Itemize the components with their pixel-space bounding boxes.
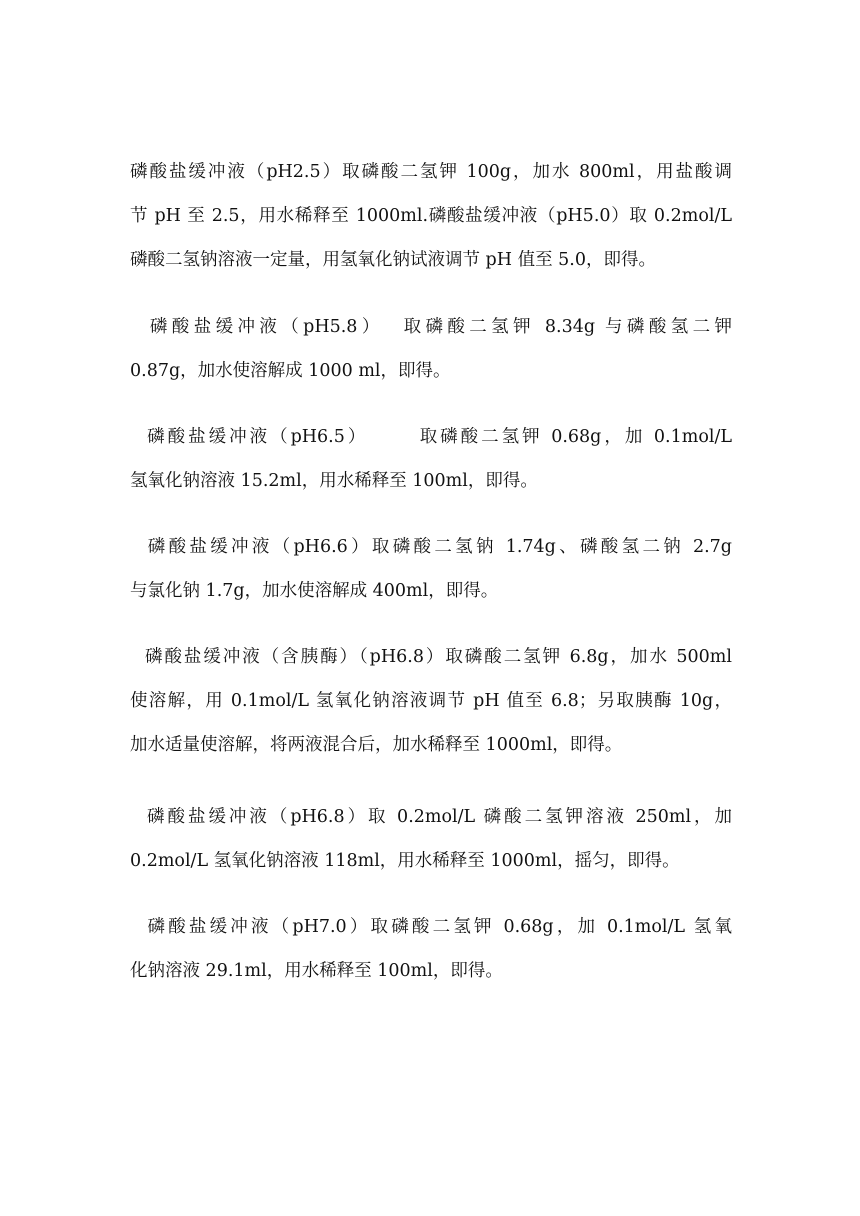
text-line: 磷酸盐缓冲液（pH2.5）取磷酸二氢钾 100g，加水 800ml，用盐酸调 (130, 162, 732, 182)
text-line: 加水适量使溶解，将两液混合后，加水稀释至 1000ml，即得。 (130, 735, 623, 755)
paragraph-ph6-6 (130, 525, 732, 613)
text-line: 磷酸盐缓冲液（含胰酶）（pH6.8）取磷酸二氢钾 6.8g，加水 500ml (130, 647, 732, 667)
text-line: 磷酸盐缓冲液（pH6.6）取磷酸二氢钠 1.74g、磷酸氢二钠 2.7g (130, 537, 732, 557)
text-line: 0.87g，加水使溶解成 1000 ml，即得。 (130, 361, 451, 381)
paragraph-ph6-5 (130, 415, 732, 503)
paragraph-ph5-8 (130, 305, 732, 393)
paragraph-ph2-5-ph5-0 (130, 150, 732, 282)
paragraph-ph6-8 (130, 795, 732, 883)
text-line: 节 pH 至 2.5，用水稀释至 1000ml.磷酸盐缓冲液（pH5.0）取 0.2mol/L (130, 206, 732, 226)
text-line: 化钠溶液 29.1ml，用水稀释至 100ml，即得。 (130, 961, 503, 981)
text-line: 0.2mol/L 氢氧化钠溶液 118ml，用水稀释至 1000ml，摇匀，即得。 (130, 851, 680, 871)
text-line: 磷酸盐缓冲液（pH5.8） 取磷酸二氢钾 8.34g 与磷酸氢二钾 (130, 317, 732, 337)
text-line: 磷酸盐缓冲液（pH7.0）取磷酸二氢钾 0.68g，加 0.1mol/L 氢氧 (130, 917, 732, 937)
text-line: 使溶解，用 0.1mol/L 氢氧化钠溶液调节 pH 值至 6.8；另取胰酶 10g， (130, 691, 732, 711)
text-line: 与氯化钠 1.7g，加水使溶解成 400ml，即得。 (130, 581, 499, 601)
text-line: 磷酸盐缓冲液（pH6.8）取 0.2mol/L 磷酸二氢钾溶液 250ml，加 (130, 807, 732, 827)
paragraph-ph6-8-pancreatin (130, 635, 732, 767)
paragraph-ph7-0 (130, 905, 732, 993)
text-line: 磷酸二氢钠溶液一定量，用氢氧化钠试液调节 pH 值至 5.0，即得。 (130, 250, 656, 270)
text-line: 磷酸盐缓冲液（pH6.5） 取磷酸二氢钾 0.68g，加 0.1mol/L (130, 427, 732, 447)
text-line: 氢氧化钠溶液 15.2ml，用水稀释至 100ml，即得。 (130, 471, 538, 491)
